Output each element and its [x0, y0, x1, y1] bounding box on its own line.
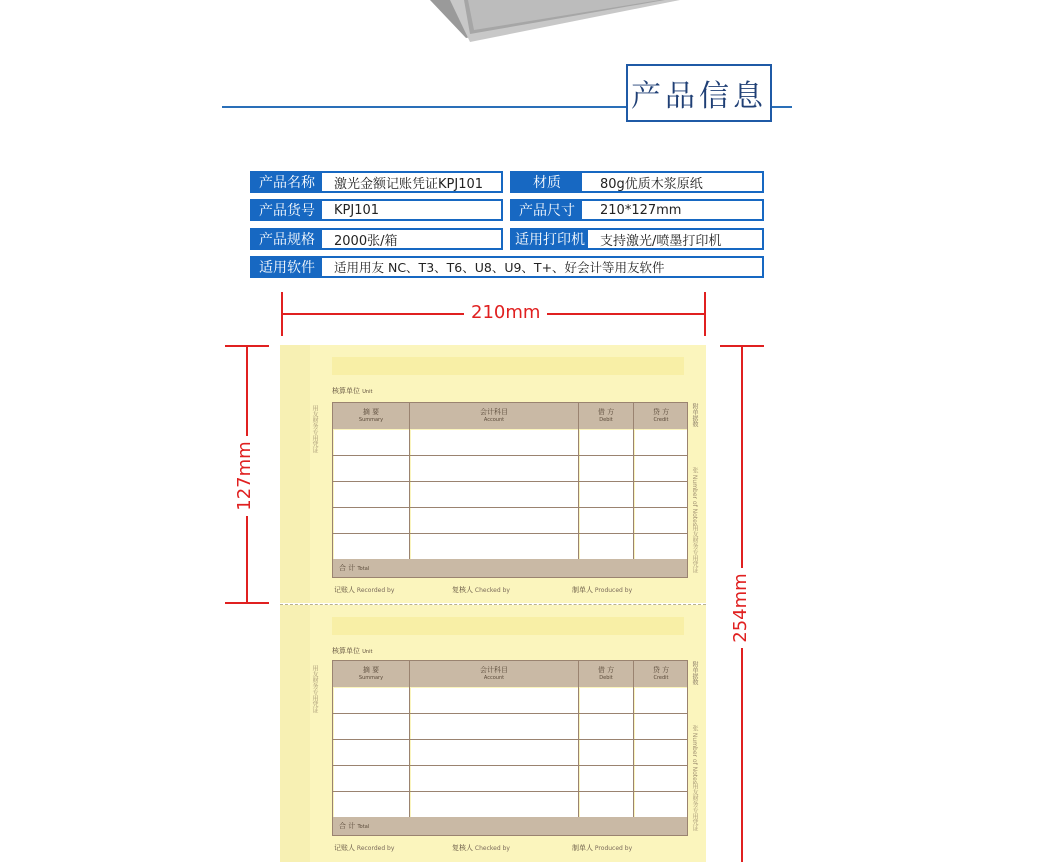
voucher-cell — [635, 688, 687, 818]
col-cn: 会计科目 — [480, 408, 508, 416]
voucher-side-right-top: 附单据数 — [691, 403, 698, 427]
voucher-side-text: 用友财务专用凭证 — [311, 665, 318, 713]
voucher-col-account — [410, 665, 578, 681]
footer-cn: 制单人 — [572, 844, 593, 852]
col-en: Debit — [599, 675, 613, 681]
voucher-cell — [635, 430, 687, 560]
voucher-side-right-bot: 用友财务专用凭证 — [691, 783, 698, 831]
voucher-unit-en: Unit — [362, 389, 373, 395]
col-en: Credit — [653, 417, 669, 423]
col-en: Summary — [358, 417, 384, 423]
info-label: 产品名称 — [252, 173, 322, 191]
voucher-table-total — [333, 817, 687, 835]
voucher-cell — [580, 430, 633, 560]
voucher-col-line — [578, 403, 579, 577]
info-row-name — [250, 171, 503, 193]
voucher-unit-cn: 核算单位 — [332, 387, 360, 395]
voucher-total-label — [339, 563, 369, 573]
voucher-cell — [334, 430, 409, 560]
voucher-unit-label — [332, 386, 372, 396]
info-value: 激光金额记账凭证KPJ101 — [334, 176, 484, 192]
footer-en: Recorded by — [356, 845, 395, 852]
voucher-table — [332, 660, 688, 836]
voucher-footer-producer — [572, 843, 632, 853]
voucher-col-credit — [634, 407, 688, 423]
col-cn: 贷 方 — [652, 666, 670, 674]
voucher-table — [332, 402, 688, 578]
info-row-material — [510, 171, 764, 193]
voucher-side-right-mid: 张 Number of Notes — [691, 467, 698, 526]
info-value: 210*127mm — [600, 202, 682, 218]
col-cn: 会计科目 — [480, 666, 508, 674]
voucher-top — [280, 345, 706, 603]
info-value: 2000张/箱 — [334, 233, 398, 249]
footer-en: Produced by — [594, 587, 633, 594]
info-value: 80g优质木浆原纸 — [600, 176, 703, 192]
col-cn: 贷 方 — [652, 408, 670, 416]
col-en: Debit — [599, 417, 613, 423]
voucher-side-text: 用友财务专用凭证 — [311, 405, 318, 453]
col-en: Account — [483, 675, 505, 681]
paper-stack-image — [430, 0, 680, 44]
info-value: 适用用友 NC、T3、T6、U8、U9、T+、好会计等用友软件 — [334, 260, 665, 275]
voucher-left-band — [280, 345, 310, 603]
col-cn: 摘 要 — [362, 666, 380, 674]
footer-en: Checked by — [474, 587, 510, 594]
total-en: Total — [357, 566, 370, 572]
info-value: KPJ101 — [334, 202, 380, 218]
voucher-left-band — [280, 605, 310, 862]
voucher-side-right-top: 附单据数 — [691, 661, 698, 685]
voucher-col-summary — [333, 407, 409, 423]
col-cn: 借 方 — [597, 408, 615, 416]
voucher-footer-checker — [452, 585, 510, 595]
voucher-side-right-mid: 张 Number of Notes — [691, 725, 698, 784]
col-en: Account — [483, 417, 505, 423]
info-label: 产品货号 — [252, 201, 322, 219]
total-cn: 合 计 — [339, 564, 356, 572]
voucher-unit-label — [332, 646, 372, 656]
info-row-spec — [250, 228, 503, 250]
voucher-bottom — [280, 605, 706, 862]
info-label: 产品规格 — [252, 230, 322, 248]
voucher-table-total — [333, 559, 687, 577]
voucher-cell — [334, 688, 409, 818]
footer-cn: 复核人 — [452, 586, 473, 594]
footer-en: Recorded by — [356, 587, 395, 594]
total-height-dim-label: 254mm — [730, 568, 754, 648]
info-row-software — [250, 256, 764, 278]
section-title: 产品信息 — [626, 64, 772, 122]
col-en: Credit — [653, 675, 669, 681]
voucher-col-summary — [333, 665, 409, 681]
footer-cn: 制单人 — [572, 586, 593, 594]
voucher-col-line — [409, 403, 410, 577]
voucher-footer-recorder — [334, 585, 394, 595]
footer-en: Checked by — [474, 845, 510, 852]
voucher-cell — [411, 430, 578, 560]
voucher-header-band — [332, 617, 684, 635]
info-label: 适用软件 — [252, 258, 322, 276]
voucher-col-account — [410, 407, 578, 423]
info-value: 支持激光/喷墨打印机 — [600, 233, 722, 249]
total-en: Total — [357, 824, 370, 830]
voucher-footer-recorder — [334, 843, 394, 853]
info-row-printer — [510, 228, 764, 250]
col-cn: 借 方 — [597, 666, 615, 674]
voucher-total-label — [339, 821, 369, 831]
info-label: 材质 — [512, 173, 582, 191]
info-label: 适用打印机 — [512, 230, 588, 248]
voucher-col-debit — [579, 407, 633, 423]
voucher-footer-producer — [572, 585, 632, 595]
voucher-cell — [411, 688, 578, 818]
info-label: 产品尺寸 — [512, 201, 582, 219]
footer-cn: 记账人 — [334, 844, 355, 852]
info-row-code — [250, 199, 503, 221]
voucher-col-debit — [579, 665, 633, 681]
width-dim-label: 210mm — [464, 302, 547, 323]
info-row-size — [510, 199, 764, 221]
voucher-col-line — [578, 661, 579, 835]
footer-cn: 记账人 — [334, 586, 355, 594]
voucher-side-right-bot: 用友财务专用凭证 — [691, 525, 698, 573]
voucher-col-credit — [634, 665, 688, 681]
voucher-unit-en: Unit — [362, 649, 373, 655]
voucher-col-line — [633, 403, 634, 577]
voucher-col-line — [409, 661, 410, 835]
height-dim-label: 127mm — [234, 436, 258, 516]
footer-cn: 复核人 — [452, 844, 473, 852]
voucher-footer-checker — [452, 843, 510, 853]
col-cn: 摘 要 — [362, 408, 380, 416]
voucher-unit-cn: 核算单位 — [332, 647, 360, 655]
voucher-col-line — [633, 661, 634, 835]
col-en: Summary — [358, 675, 384, 681]
footer-en: Produced by — [594, 845, 633, 852]
voucher-cell — [580, 688, 633, 818]
total-cn: 合 计 — [339, 822, 356, 830]
voucher-header-band — [332, 357, 684, 375]
